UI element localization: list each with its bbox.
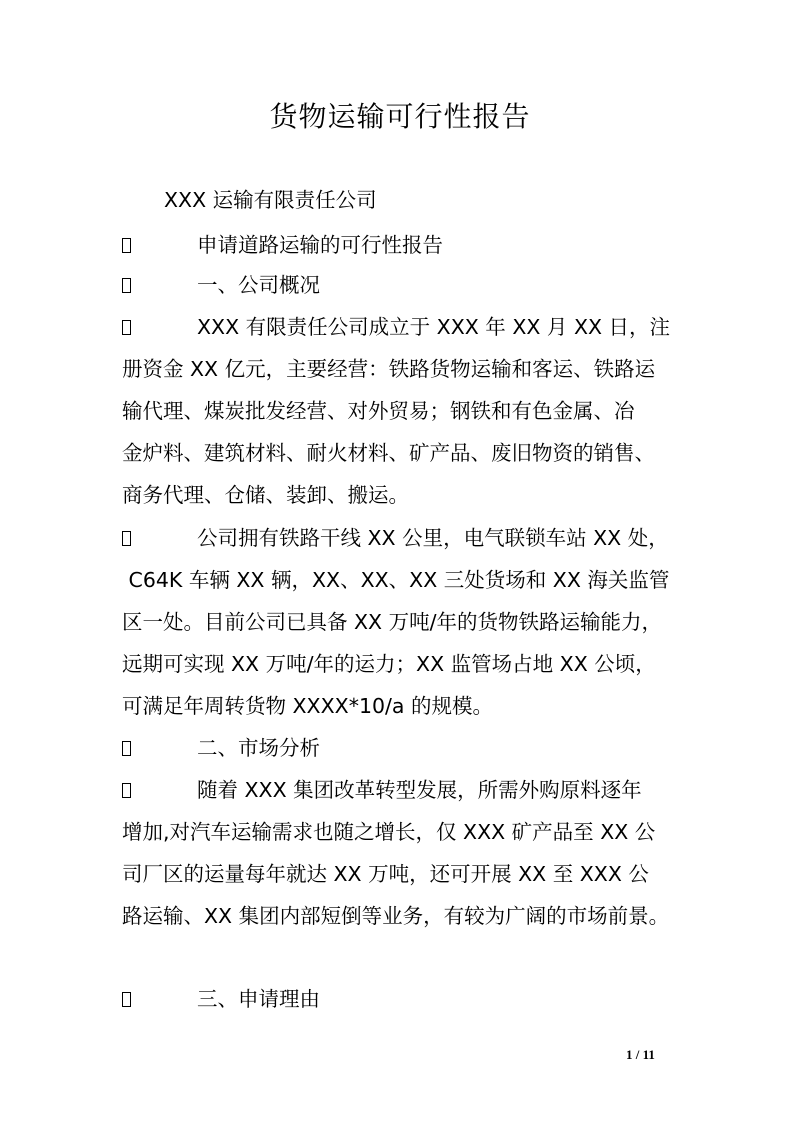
paragraph-line <box>122 313 682 341</box>
section-text: 二、市场分析 <box>197 736 320 760</box>
bullet-box-icon <box>122 531 131 546</box>
paragraph-line: 增加,对汽车运输需求也随之增长，仅 XXX 矿产品至 XX 公 <box>122 820 656 844</box>
paragraph-line: 商务代理、仓储、装卸、搬运。 <box>122 483 409 507</box>
section-text: 申请道路运输的可行性报告 <box>197 233 443 257</box>
paragraph-line: 册资金 XX 亿元，主要经营：铁路货物运输和客运、铁路运 <box>122 357 656 381</box>
paragraph-line: 司厂区的运量每年就达 XX 万吨，还可开展 XX 至 XXX 公 <box>122 862 649 886</box>
paragraph-text: 公司拥有铁路干线 XX 公里，电气联锁车站 XX 处， <box>197 526 669 550</box>
paragraph-line: 可满足年周转货物 XXXX*10/a 的规模。 <box>122 694 494 718</box>
document-title: 货物运输可行性报告 <box>269 100 531 133</box>
bullet-box-icon <box>122 741 131 756</box>
section-text: 一、公司概况 <box>197 273 320 297</box>
paragraph-line: 金炉料、建筑材料、耐火材料、矿产品、废旧物资的销售、 <box>122 441 655 465</box>
paragraph-line <box>122 776 682 804</box>
paragraph-line: 区一处。目前公司已具备 XX 万吨/年的货物铁路运输能力， <box>122 610 663 634</box>
bullet-box-icon <box>122 783 131 798</box>
section-heading <box>122 734 682 762</box>
paragraph-text: 随着 XXX 集团改革转型发展，所需外购原料逐年 <box>197 778 642 802</box>
paragraph-line: C64K 车辆 XX 辆，XX、XX、XX 三处货场和 XX 海关监管 <box>122 568 670 592</box>
bullet-box-icon <box>122 992 131 1007</box>
paragraph-line <box>122 524 682 552</box>
section-heading <box>122 985 682 1013</box>
section-heading <box>122 231 682 259</box>
section-text: 三、申请理由 <box>197 987 320 1011</box>
page-number: 1 / 11 <box>626 1047 655 1062</box>
company-name: XXX 运输有限责任公司 <box>164 188 377 212</box>
paragraph-line: 远期可实现 XX 万吨/年的运力；XX 监管场占地 XX 公顷， <box>122 652 656 676</box>
section-heading <box>122 271 682 299</box>
paragraph-line: 输代理、煤炭批发经营、对外贸易；钢铁和有色金属、冶 <box>122 399 635 423</box>
bullet-box-icon <box>122 320 131 335</box>
bullet-box-icon <box>122 278 131 293</box>
paragraph-line: 路运输、XX 集团内部短倒等业务，有较为广阔的市场前景。 <box>122 904 670 928</box>
bullet-box-icon <box>122 238 131 253</box>
paragraph-text: XXX 有限责任公司成立于 XXX 年 XX 月 XX 日，注 <box>197 315 671 339</box>
